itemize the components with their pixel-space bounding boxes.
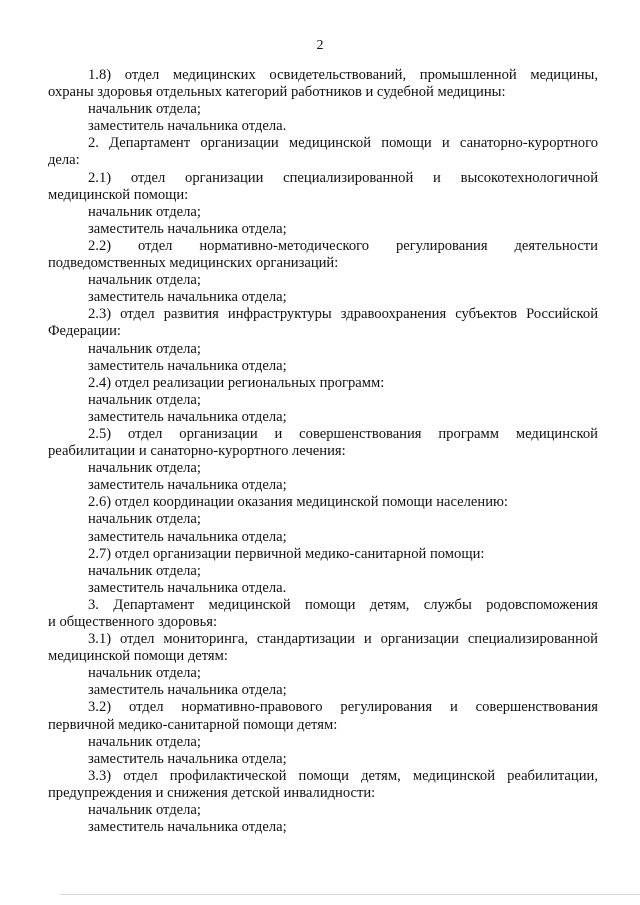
text-line: начальник отдела; xyxy=(88,203,201,220)
text-line: заместитель начальника отдела. xyxy=(88,579,287,596)
page-number: 2 xyxy=(316,38,324,53)
scan-edge-line xyxy=(60,894,640,895)
text-line: заместитель начальника отдела; xyxy=(88,819,287,836)
text-line: заместитель начальника отдела; xyxy=(88,477,287,494)
text-line: заместитель начальника отдела; xyxy=(88,750,287,767)
text-line: первичной медико-санитарной помощи детям: xyxy=(48,716,338,733)
text-line: начальник отдела; xyxy=(88,562,201,579)
text-line: медицинской помощи: xyxy=(48,186,189,203)
text-line: заместитель начальника отдела; xyxy=(88,682,287,699)
text-line: начальник отдела; xyxy=(88,733,201,750)
text-line: 2.4) отдел реализации региональных программ: xyxy=(88,374,385,391)
text-line: 2.7) отдел организации первичной медико-санитарной помощи: xyxy=(88,545,485,562)
text-line: 2.1) отдел организации специализированной и высокотехнологичной xyxy=(88,169,598,186)
text-line: заместитель начальника отдела; xyxy=(88,357,287,374)
text-line: Федерации: xyxy=(48,323,121,340)
text-line: реабилитации и санаторно-курортного лечения: xyxy=(48,443,346,460)
text-line: 3. Департамент медицинской помощи детям, службы родовспоможения xyxy=(88,596,598,613)
text-line: заместитель начальника отдела; xyxy=(88,220,287,237)
text-line: предупреждения и снижения детской инвалидности: xyxy=(48,784,376,801)
text-line: 1.8) отдел медицинских освидетельствований, промышленной медицины, xyxy=(88,67,598,83)
text-line: 2.2) отдел нормативно-методического регулирования деятельности xyxy=(88,237,598,254)
text-line: подведомственных медицинских организаций: xyxy=(48,255,339,272)
text-line: 3.2) отдел нормативно-правового регулирования и совершенствования xyxy=(88,699,598,716)
text-line: начальник отдела; xyxy=(88,101,201,118)
text-line: 3.3) отдел профилактической помощи детям, медицинской реабилитации, xyxy=(88,767,598,784)
text-line: дела: xyxy=(48,152,80,169)
text-line: заместитель начальника отдела. xyxy=(88,118,287,135)
text-line: охраны здоровья отдельных категорий работников и судебной медицины: xyxy=(48,84,506,101)
text-line: начальник отдела; xyxy=(88,391,201,408)
text-line: заместитель начальника отдела; xyxy=(88,289,287,306)
text-line: 2.3) отдел развития инфраструктуры здравоохранения субъектов Российской xyxy=(88,306,598,323)
text-line: начальник отдела; xyxy=(88,340,201,357)
text-line: начальник отдела; xyxy=(88,511,201,528)
text-line: начальник отдела; xyxy=(88,665,201,682)
document-body xyxy=(48,67,598,836)
text-line: заместитель начальника отдела; xyxy=(88,408,287,425)
text-line: заместитель начальника отдела; xyxy=(88,528,287,545)
text-line: начальник отдела; xyxy=(88,272,201,289)
text-line: и общественного здоровья: xyxy=(48,614,218,630)
text-line: начальник отдела; xyxy=(88,802,201,819)
text-line: начальник отдела; xyxy=(88,460,201,477)
text-line: 2.6) отдел координации оказания медицинской помощи населению: xyxy=(88,494,508,511)
text-line: 2.5) отдел организации и совершенствования программ медицинской xyxy=(88,425,598,442)
text-line: 2. Департамент организации медицинской помощи и санаторно-курортного xyxy=(88,135,598,152)
text-line: медицинской помощи детям: xyxy=(48,648,228,665)
text-line: 3.1) отдел мониторинга, стандартизации и организации специализированной xyxy=(88,631,598,648)
